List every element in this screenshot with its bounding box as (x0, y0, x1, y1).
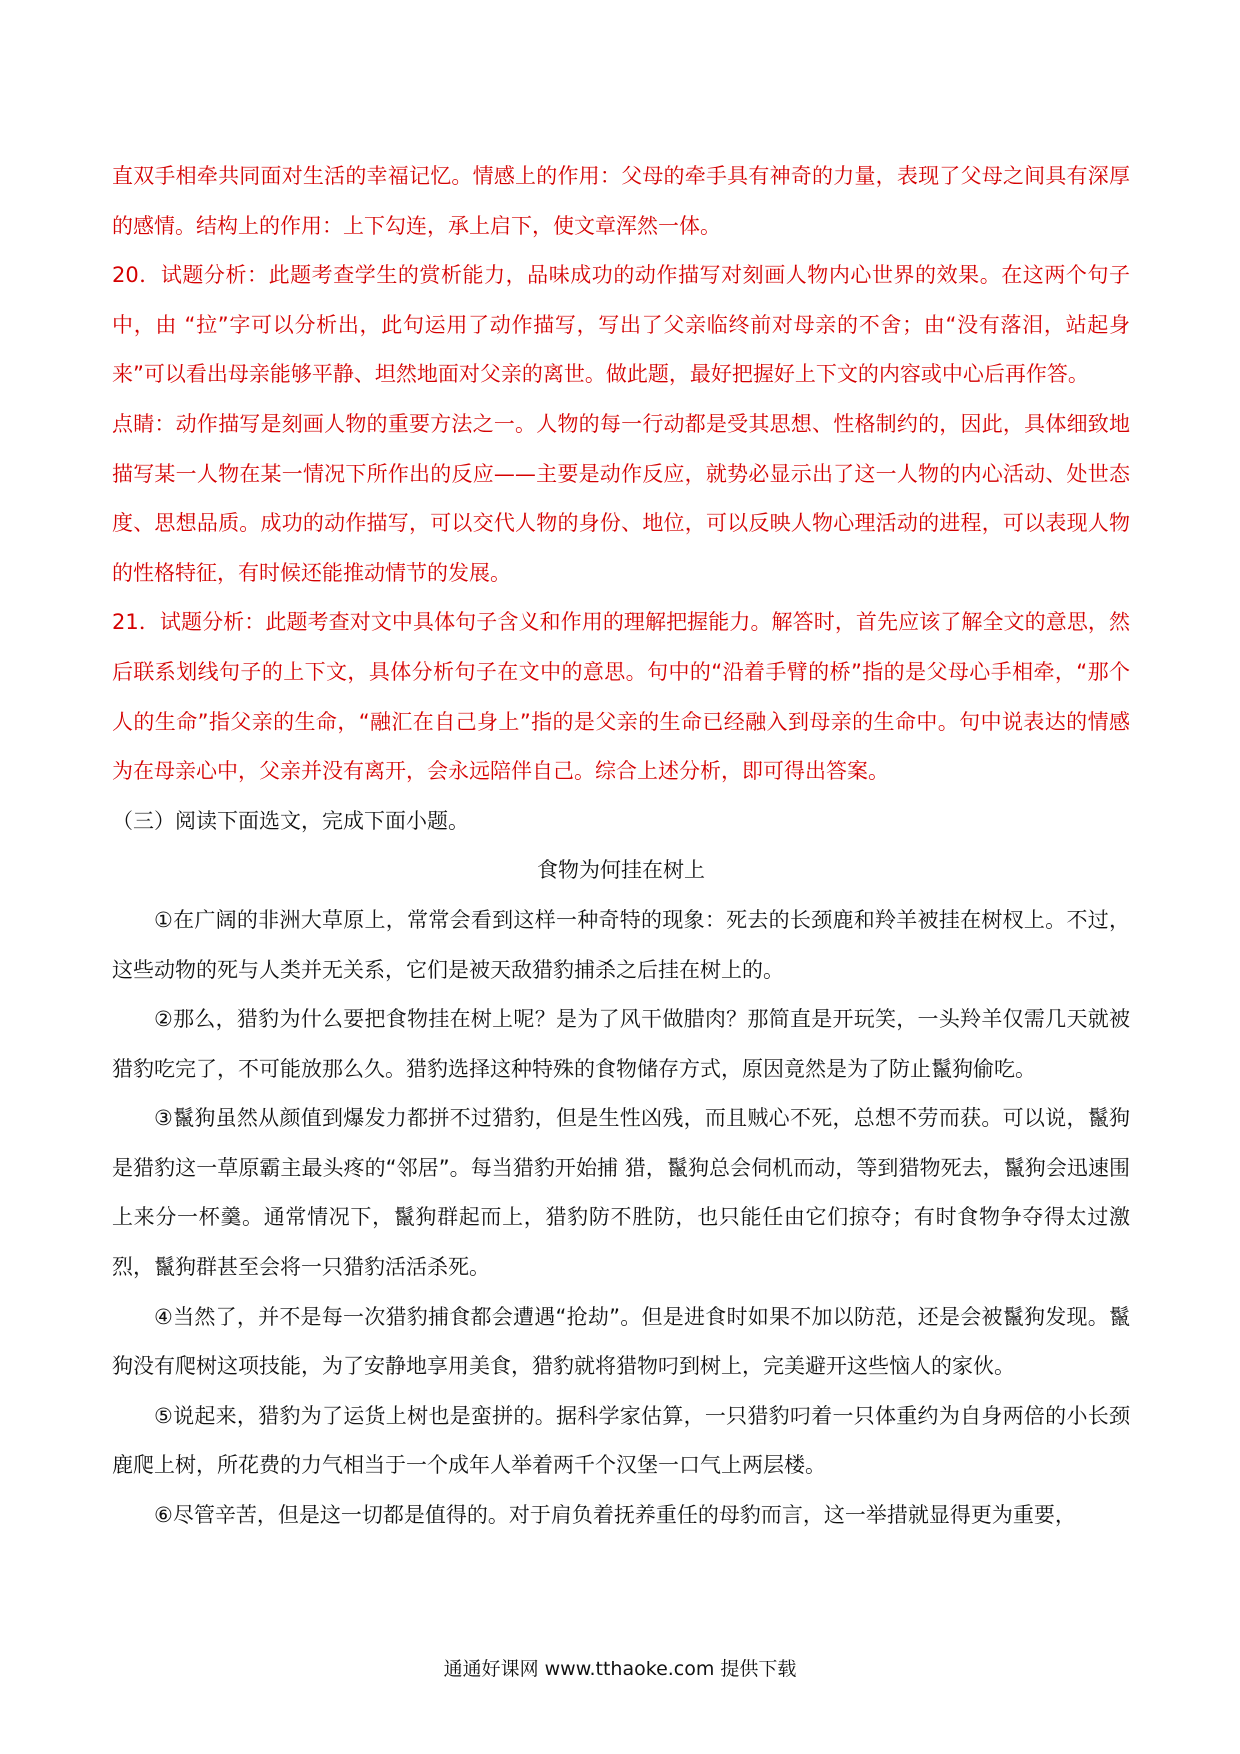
article-paragraph-5: ⑤说起来，猎豹为了运货上树也是蛮拼的。据科学家估算，一只猎豹叼着一只体重约为自身两倍的小长颈鹿爬上树，所花费的力气相当于一个成年人举着两千个汉堡一口气上两层楼。 (112, 1403, 1130, 1478)
answer-paragraph-19-continued: 直双手相牵共同面对生活的幸福记忆。情感上的作用：父母的牵手具有神奇的力量，表现了父母之间具有深厚的感情。结构上的作用：上下勾连，承上启下，使文章浑然一体。 (112, 164, 1130, 238)
page-footer: 通通好课网 www.tthaoke.com 提供下载 (443, 1658, 797, 1680)
article-paragraph-2: ②那么，猎豹为什么要把食物挂在树上呢？是为了风干做腊肉？那简直是开玩笑，一头羚羊仅需几天就被猎豹吃完了，不可能放那么久。猎豹选择这种特殊的食物储存方式，原因竟然是为了防止鬣狗偷吃。 (112, 1007, 1130, 1081)
answer-paragraph-tip: 点睛：动作描写是刻画人物的重要方法之一。人物的每一行动都是受其思想、性格制约的，因此，具体细致地描写某一人物在某一情况下所作出的反应——主要是动作反应，就势必显示出了这一人物的内心活动、处世态度、思想品质。成功的动作描写，可以交代人物的身份、地位，可以反映人物心理活动的进程，可以表现人物的性格特征，有时候还能推动情节的发展。 (112, 411, 1130, 585)
answer-paragraph-21: 21．试题分析：此题考查对文中具体句子含义和作用的理解把握能力。解答时，首先应该了解全文的意思，然后联系划线句子的上下文，具体分析句子在文中的意思。句中的“沿着手臂的桥”指的是父母心手相牵，“那个人的生命”指父亲的生命，“融汇在自己身上”指的是父亲的生命已经融入到母亲的生命中。句中说表达的情感为在母亲心中，父亲并没有离开，会永远陪伴自己。综合上述分析，即可得出答案。 (112, 610, 1130, 784)
article-paragraph-6: ⑥尽管辛苦，但是这一切都是值得的。对于肩负着抚养重任的母豹而言，这一举措就显得更为重要， (154, 1503, 1076, 1528)
article-title: 食物为何挂在树上 (537, 858, 705, 883)
article-paragraph-1: ①在广阔的非洲大草原上，常常会看到这样一种奇特的现象：死去的长颈鹿和羚羊被挂在树杈上。不过，这些动物的死与人类并无关系，它们是被天敌猎豹捕杀之后挂在树上的。 (112, 907, 1130, 982)
page-content (112, 152, 1130, 1541)
section-heading: （三）阅读下面选文，完成下面小题。 (112, 808, 469, 833)
article-paragraph-3: ③鬣狗虽然从颜值到爆发力都拼不过猎豹，但是生性凶残，而且贼心不死，总想不劳而获。可以说，鬣狗是猎豹这一草原霸主最头疼的“邻居”。每当猎豹开始捕 猎，鬣狗总会伺机而动，等到猎物死去，鬣狗会迅速围上来分一杯羹。通常情况下，鬣狗群起而上，猎豹防不胜防，也只能任由它们掠夺；有时食物争夺得太过激 烈，鬣狗群甚至会将一只猎豹活活杀死。 (112, 1106, 1130, 1280)
article-paragraph-4: ④当然了，并不是每一次猎豹捕食都会遭遇“抢劫”。但是进食时如果不加以防范，还是会被鬣狗发现。鬣狗没有爬树这项技能，为了安静地享用美食，猎豹就将猎物叼到树上，完美避开这些恼人的家伙。 (112, 1304, 1130, 1379)
answer-paragraph-20: 20．试题分析：此题考查学生的赏析能力，品味成功的动作描写对刻画人物内心世界的效果。在这两个句子中，由 “拉”字可以分析出，此句运用了动作描写，写出了父亲临终前对母亲的不舍；由“没有落泪，站起身来”可以看出母亲能够平静、坦然地面对父亲的离世。做此题，最好把握好上下文的内容或中心后再作答。 (112, 263, 1130, 387)
